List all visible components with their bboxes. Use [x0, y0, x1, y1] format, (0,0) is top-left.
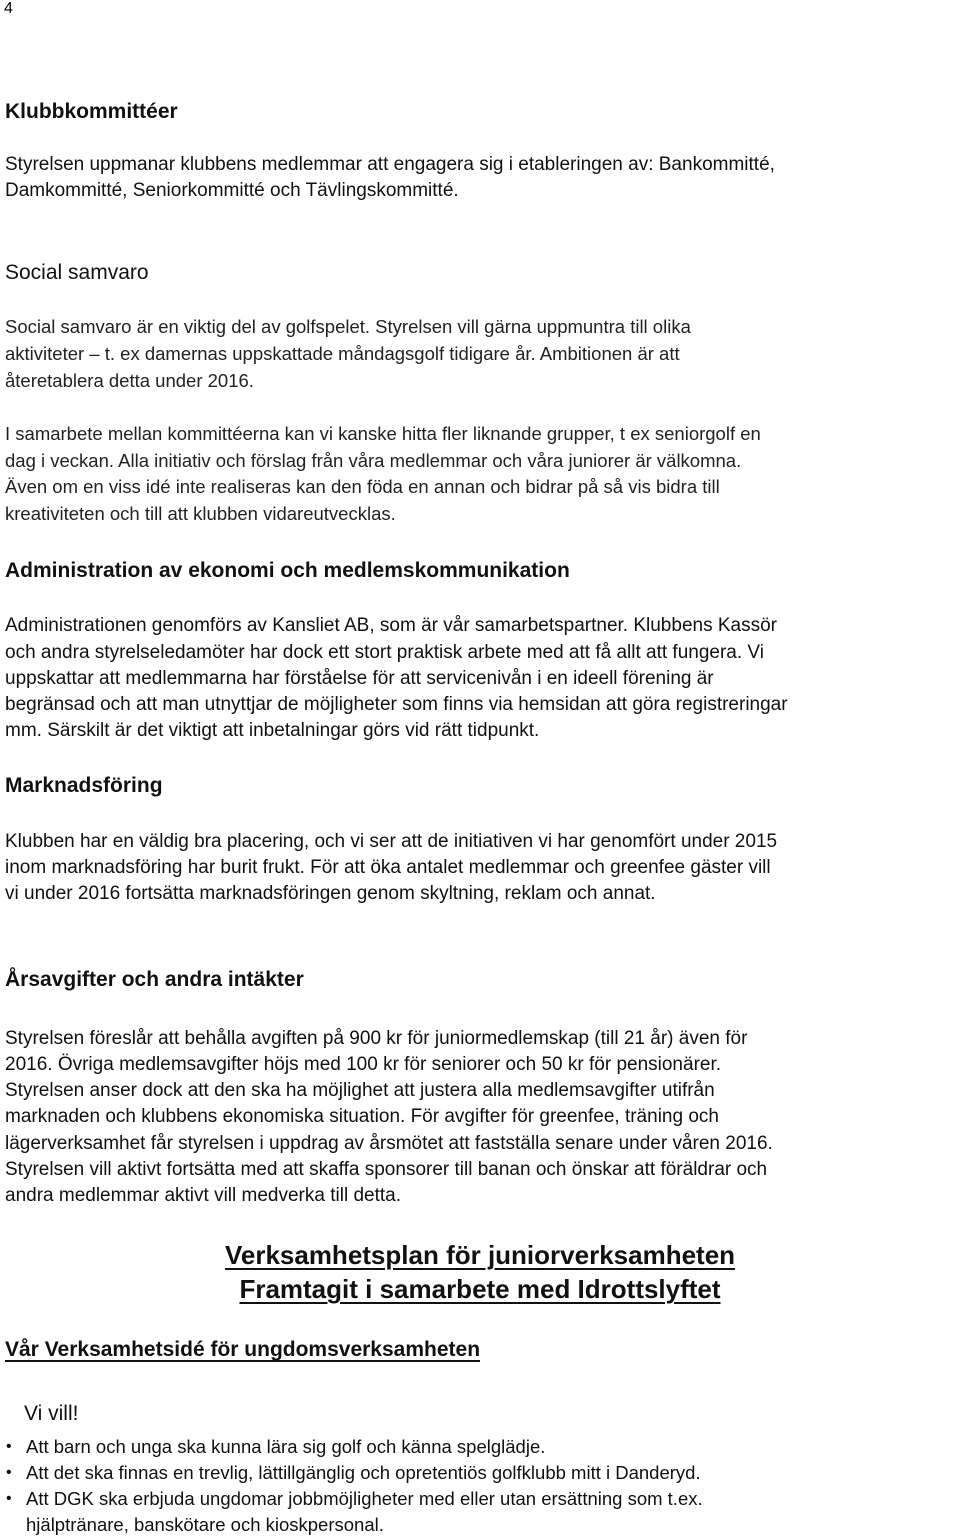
bullet-text: Att DGK ska erbjuda ungdomar jobbmöjligheter med eller utan ersättning som t.ex. [26, 1488, 703, 1509]
marknad-line: vi under 2016 fortsätta marknadsföringen genom skyltning, reklam och annat. [5, 883, 656, 904]
avgifter-line: Styrelsen vill aktivt fortsätta med att skaffa sponsorer till banan och önskar att föräldrar och [5, 1159, 768, 1180]
admin-heading: Administration av ekonomi och medlemskommunikation [5, 559, 570, 582]
marknad-line: Klubben har en väldig bra placering, och vi ser att de initiativen vi har genomfört under 2015 [5, 831, 778, 852]
vi-vill-label: Vi vill! [24, 1402, 79, 1425]
admin-line: uppskattar att medlemmarna har förståelse för att servicenivån i en ideell förening är [5, 668, 714, 689]
social-p2-line: dag i veckan. Alla initiativ och förslag från våra medlemmar och våra juniorer är välkomna. [5, 450, 742, 471]
marknad-line: inom marknadsföring har burit frukt. För att öka antalet medlemmar och greenfee gäster vill [5, 857, 771, 878]
marknad-heading: Marknadsföring [5, 774, 163, 797]
avgifter-line: Styrelsen anser dock att den ska ha möjlighet att justera alla medlemsavgifter utifrån [5, 1080, 715, 1101]
admin-line: Administrationen genomförs av Kansliet AB, som är vår samarbetspartner. Klubbens Kassör [5, 615, 777, 636]
social-heading: Social samvaro [5, 261, 149, 284]
avgifter-line: marknaden och klubbens ekonomiska situation. För avgifter för greenfee, träning och [5, 1106, 719, 1127]
bullet-icon: • [6, 1490, 12, 1507]
admin-line: mm. Särskilt är det viktigt att inbetalningar görs vid rätt tidpunkt. [5, 720, 540, 741]
social-p1-line: återetablera detta under 2016. [5, 370, 254, 391]
page-number: 4 [4, 0, 13, 17]
avgifter-line: Styrelsen föreslår att behålla avgiften på 900 kr för juniormedlemskap (till 21 år) även för [5, 1028, 748, 1049]
avgifter-line: 2016. Övriga medlemsavgifter höjs med 100 kr för seniorer och 50 kr för pensionärer. [5, 1054, 722, 1075]
admin-line: och andra styrelseledamöter har dock ett stort praktisk arbete med att få allt att fungera. Vi [5, 642, 764, 663]
junior-subheading: Vår Verksamhetsidé för ungdomsverksamheten [5, 1338, 481, 1361]
social-p2-line: Även om en viss idé inte realiseras kan den föda en annan och bidrar på så vis bidra till [5, 476, 720, 497]
junior-title-line1: Verksamhetsplan för juniorverksamheten [224, 1240, 736, 1270]
avgifter-line: lägerverksamhet får styrelsen i uppdrag av årsmötet att fastställa senare under våren 2016. [5, 1133, 773, 1154]
admin-line: begränsad och att man utnyttjar de möjligheter som finns via hemsidan att göra registreringar [5, 694, 788, 715]
bullet-text: hjälptränare, banskötare och kioskpersonal. [26, 1514, 384, 1535]
klubbkommitteer-line: Styrelsen uppmanar klubbens medlemmar att engagera sig i etableringen av: Bankommitté, [5, 154, 775, 175]
klubbkommitteer-heading: Klubbkommittéer [5, 100, 178, 123]
avgifter-heading: Årsavgifter och andra intäkter [5, 968, 304, 991]
klubbkommitteer-line: Damkommitté, Seniorkommitté och Tävlingskommitté. [5, 180, 459, 201]
bullet-text: Att barn och unga ska kunna lära sig golf och känna spelglädje. [26, 1436, 546, 1457]
bullet-text: Att det ska finnas en trevlig, lättillgänglig och opretentiös golfklubb mitt i Danderyd. [26, 1462, 701, 1483]
social-p2-line: kreativiteten och till att klubben vidareutvecklas. [5, 503, 396, 524]
junior-title-line2: Framtagit i samarbete med Idrottslyftet [239, 1274, 721, 1304]
social-p1-line: Social samvaro är en viktig del av golfspelet. Styrelsen vill gärna uppmuntra till olika [5, 316, 691, 337]
bullet-icon: • [6, 1438, 12, 1455]
bullet-icon: • [6, 1464, 12, 1481]
avgifter-line: andra medlemmar aktivt vill medverka till detta. [5, 1185, 401, 1206]
social-p2-line: I samarbete mellan kommittéerna kan vi kanske hitta fler liknande grupper, t ex seniorgolf en [5, 423, 761, 444]
social-p1-line: aktiviteter – t. ex damernas uppskattade måndagsgolf tidigare år. Ambitionen är att [5, 343, 680, 364]
